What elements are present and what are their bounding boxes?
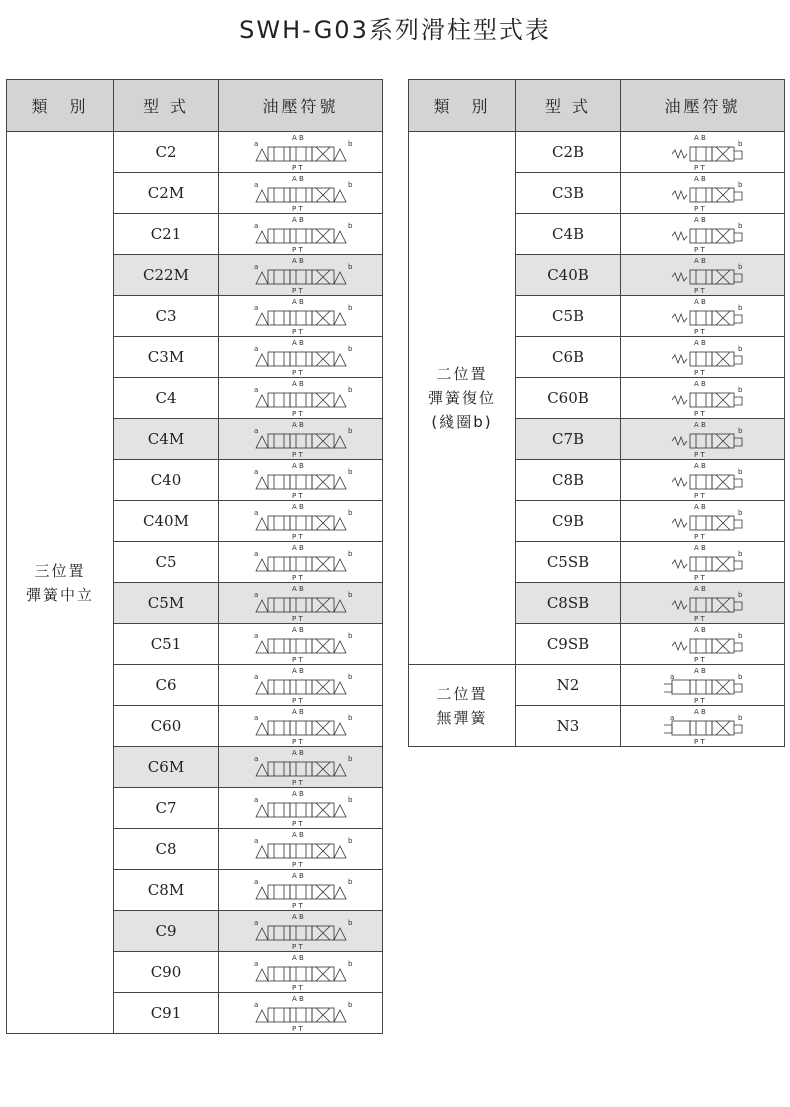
hydraulic-symbol-icon <box>219 337 383 378</box>
svg-text:b: b <box>347 878 352 886</box>
svg-text:a: a <box>253 837 258 845</box>
svg-text:P T: P T <box>291 861 303 868</box>
svg-text:A B: A B <box>693 216 706 224</box>
svg-text:b: b <box>737 714 742 722</box>
model-cell: C60B <box>516 378 621 419</box>
svg-text:P T: P T <box>693 246 705 253</box>
svg-text:b: b <box>737 673 742 681</box>
svg-text:b: b <box>737 222 742 230</box>
model-cell: C7B <box>516 419 621 460</box>
svg-text:P T: P T <box>291 410 303 417</box>
model-cell: C4B <box>516 214 621 255</box>
svg-text:a: a <box>253 591 258 599</box>
model-cell: C21 <box>114 214 219 255</box>
svg-text:a: a <box>253 140 258 148</box>
svg-text:P T: P T <box>291 615 303 622</box>
svg-text:A B: A B <box>693 134 706 142</box>
svg-text:A B: A B <box>291 667 304 675</box>
svg-text:b: b <box>737 181 742 189</box>
model-cell: C91 <box>114 993 219 1034</box>
svg-text:P T: P T <box>291 287 303 294</box>
model-cell: C6B <box>516 337 621 378</box>
svg-text:b: b <box>347 140 352 148</box>
header-model: 型 式 <box>114 80 219 132</box>
hydraulic-symbol-icon <box>219 214 383 255</box>
svg-text:b: b <box>347 837 352 845</box>
svg-text:b: b <box>347 427 352 435</box>
spool-table-left <box>6 79 383 1034</box>
model-cell: C5 <box>114 542 219 583</box>
model-cell: C6M <box>114 747 219 788</box>
svg-text:A B: A B <box>693 462 706 470</box>
svg-text:A B: A B <box>291 134 304 142</box>
svg-text:A B: A B <box>693 667 706 675</box>
model-cell: C6 <box>114 665 219 706</box>
svg-text:P T: P T <box>693 738 705 745</box>
model-cell: C5SB <box>516 542 621 583</box>
hydraulic-symbol-icon <box>219 460 383 501</box>
svg-text:b: b <box>737 345 742 353</box>
model-cell: C2M <box>114 173 219 214</box>
svg-text:P T: P T <box>291 656 303 663</box>
svg-text:a: a <box>253 550 258 558</box>
svg-text:b: b <box>737 304 742 312</box>
svg-text:b: b <box>347 755 352 763</box>
svg-text:b: b <box>347 960 352 968</box>
svg-text:P T: P T <box>291 779 303 786</box>
model-cell: C8SB <box>516 583 621 624</box>
hydraulic-symbol-icon <box>219 132 383 173</box>
svg-text:P T: P T <box>291 738 303 745</box>
svg-text:b: b <box>347 550 352 558</box>
svg-text:b: b <box>737 468 742 476</box>
svg-text:P T: P T <box>291 984 303 991</box>
svg-text:A B: A B <box>693 298 706 306</box>
model-cell: C8B <box>516 460 621 501</box>
hydraulic-symbol-icon <box>621 255 785 296</box>
model-cell: N2 <box>516 665 621 706</box>
svg-text:A B: A B <box>291 257 304 265</box>
hydraulic-symbol-icon <box>219 419 383 460</box>
svg-text:P T: P T <box>291 451 303 458</box>
svg-text:b: b <box>347 591 352 599</box>
svg-text:A B: A B <box>693 257 706 265</box>
model-cell: C9B <box>516 501 621 542</box>
model-cell: C5B <box>516 296 621 337</box>
svg-text:A B: A B <box>291 503 304 511</box>
header-category: 類 別 <box>7 80 114 132</box>
svg-text:b: b <box>737 550 742 558</box>
svg-text:A B: A B <box>291 708 304 716</box>
svg-text:P T: P T <box>291 943 303 950</box>
svg-text:b: b <box>347 632 352 640</box>
hydraulic-symbol-icon <box>219 173 383 214</box>
svg-text:a: a <box>253 755 258 763</box>
hydraulic-symbol-icon <box>621 583 785 624</box>
svg-text:A B: A B <box>291 790 304 798</box>
hydraulic-symbol-icon <box>621 419 785 460</box>
svg-text:b: b <box>347 1001 352 1009</box>
spool-table-right <box>408 79 785 747</box>
svg-text:P T: P T <box>693 615 705 622</box>
svg-text:P T: P T <box>693 656 705 663</box>
model-cell: C2B <box>516 132 621 173</box>
hydraulic-symbol-icon <box>621 460 785 501</box>
svg-text:A B: A B <box>291 995 304 1003</box>
model-cell: C90 <box>114 952 219 993</box>
hydraulic-symbol-icon <box>621 173 785 214</box>
svg-text:a: a <box>253 960 258 968</box>
svg-text:b: b <box>347 181 352 189</box>
svg-text:A B: A B <box>693 708 706 716</box>
hydraulic-symbol-icon <box>621 214 785 255</box>
table-row <box>409 132 785 173</box>
hydraulic-symbol-icon <box>219 911 383 952</box>
hydraulic-symbol-icon <box>219 255 383 296</box>
svg-text:P T: P T <box>291 492 303 499</box>
hydraulic-symbol-icon <box>219 501 383 542</box>
model-cell: C22M <box>114 255 219 296</box>
model-cell: C2 <box>114 132 219 173</box>
hydraulic-symbol-icon <box>621 542 785 583</box>
category-cell: 二位置 無彈簧 <box>409 665 516 747</box>
model-cell: C40 <box>114 460 219 501</box>
page-title: SWH-G03系列滑柱型式表 <box>239 16 551 44</box>
svg-text:b: b <box>347 263 352 271</box>
svg-text:a: a <box>253 632 258 640</box>
hydraulic-symbol-icon <box>219 788 383 829</box>
hydraulic-symbol-icon <box>219 706 383 747</box>
svg-text:A B: A B <box>693 626 706 634</box>
svg-text:a: a <box>253 427 258 435</box>
svg-text:P T: P T <box>693 328 705 335</box>
svg-text:A B: A B <box>291 913 304 921</box>
svg-text:A B: A B <box>291 831 304 839</box>
svg-text:b: b <box>347 673 352 681</box>
category-cell: 三位置 彈簧中立 <box>7 132 114 1034</box>
svg-text:b: b <box>737 386 742 394</box>
hydraulic-symbol-icon <box>621 378 785 419</box>
svg-text:P T: P T <box>291 902 303 909</box>
svg-text:b: b <box>737 427 742 435</box>
svg-text:A B: A B <box>693 339 706 347</box>
svg-text:P T: P T <box>291 164 303 171</box>
model-cell: C8M <box>114 870 219 911</box>
svg-text:P T: P T <box>693 164 705 171</box>
svg-text:P T: P T <box>693 697 705 704</box>
hydraulic-symbol-icon <box>219 583 383 624</box>
model-cell: C9 <box>114 911 219 952</box>
svg-text:P T: P T <box>291 1025 303 1032</box>
hydraulic-symbol-icon <box>621 624 785 665</box>
header-symbol: 油壓符號 <box>219 80 383 132</box>
svg-text:b: b <box>737 591 742 599</box>
svg-text:b: b <box>347 509 352 517</box>
svg-text:a: a <box>253 304 258 312</box>
svg-text:A B: A B <box>291 872 304 880</box>
svg-text:P T: P T <box>291 246 303 253</box>
svg-text:a: a <box>669 714 674 722</box>
header-row <box>7 80 383 132</box>
svg-text:A B: A B <box>291 585 304 593</box>
svg-text:P T: P T <box>291 328 303 335</box>
model-cell: C4 <box>114 378 219 419</box>
svg-text:a: a <box>253 222 258 230</box>
model-cell: C3M <box>114 337 219 378</box>
category-cell: 二位置 彈簧復位 (綫圈b) <box>409 132 516 665</box>
svg-text:b: b <box>737 509 742 517</box>
svg-text:A B: A B <box>291 339 304 347</box>
hydraulic-symbol-icon <box>621 132 785 173</box>
svg-text:A B: A B <box>291 462 304 470</box>
svg-text:b: b <box>347 345 352 353</box>
svg-text:a: a <box>253 509 258 517</box>
svg-text:A B: A B <box>291 216 304 224</box>
hydraulic-symbol-icon <box>219 829 383 870</box>
svg-text:A B: A B <box>693 544 706 552</box>
svg-text:b: b <box>347 796 352 804</box>
svg-text:A B: A B <box>291 544 304 552</box>
hydraulic-symbol-icon <box>621 706 785 747</box>
svg-text:a: a <box>253 345 258 353</box>
svg-text:a: a <box>253 796 258 804</box>
header-model: 型 式 <box>516 80 621 132</box>
hydraulic-symbol-icon <box>621 296 785 337</box>
model-cell: C51 <box>114 624 219 665</box>
svg-text:b: b <box>347 304 352 312</box>
svg-text:A B: A B <box>291 380 304 388</box>
svg-text:a: a <box>669 673 674 681</box>
model-cell: C9SB <box>516 624 621 665</box>
svg-text:P T: P T <box>291 574 303 581</box>
hydraulic-symbol-icon <box>219 624 383 665</box>
hydraulic-symbol-icon <box>621 665 785 706</box>
svg-text:b: b <box>347 714 352 722</box>
table-row <box>409 665 785 706</box>
svg-text:A B: A B <box>693 503 706 511</box>
svg-text:P T: P T <box>693 533 705 540</box>
model-cell: C3 <box>114 296 219 337</box>
hydraulic-symbol-icon <box>219 296 383 337</box>
svg-text:P T: P T <box>291 697 303 704</box>
svg-text:P T: P T <box>291 533 303 540</box>
svg-text:a: a <box>253 673 258 681</box>
svg-text:P T: P T <box>693 205 705 212</box>
svg-text:P T: P T <box>291 820 303 827</box>
svg-text:A B: A B <box>693 421 706 429</box>
hydraulic-symbol-icon <box>219 993 383 1034</box>
model-cell: C40B <box>516 255 621 296</box>
svg-text:P T: P T <box>693 369 705 376</box>
svg-text:P T: P T <box>291 205 303 212</box>
svg-text:b: b <box>737 632 742 640</box>
svg-text:b: b <box>737 263 742 271</box>
svg-text:b: b <box>737 140 742 148</box>
svg-text:A B: A B <box>291 954 304 962</box>
svg-text:A B: A B <box>693 585 706 593</box>
svg-text:A B: A B <box>291 421 304 429</box>
model-cell: C4M <box>114 419 219 460</box>
svg-text:P T: P T <box>693 410 705 417</box>
svg-text:a: a <box>253 1001 258 1009</box>
svg-text:a: a <box>253 919 258 927</box>
header-row <box>409 80 785 132</box>
svg-text:a: a <box>253 714 258 722</box>
model-cell: C60 <box>114 706 219 747</box>
svg-text:A B: A B <box>291 626 304 634</box>
svg-text:A B: A B <box>693 175 706 183</box>
svg-text:a: a <box>253 468 258 476</box>
header-symbol: 油壓符號 <box>621 80 785 132</box>
model-cell: C8 <box>114 829 219 870</box>
svg-text:a: a <box>253 263 258 271</box>
svg-text:b: b <box>347 919 352 927</box>
svg-text:P T: P T <box>693 451 705 458</box>
svg-text:A B: A B <box>291 298 304 306</box>
svg-text:P T: P T <box>291 369 303 376</box>
hydraulic-symbol-icon <box>219 952 383 993</box>
hydraulic-symbol-icon <box>621 501 785 542</box>
svg-text:A B: A B <box>693 380 706 388</box>
header-category: 類 別 <box>409 80 516 132</box>
model-cell: C5M <box>114 583 219 624</box>
svg-text:b: b <box>347 386 352 394</box>
svg-text:P T: P T <box>693 287 705 294</box>
svg-text:A B: A B <box>291 749 304 757</box>
svg-text:a: a <box>253 878 258 886</box>
hydraulic-symbol-icon <box>219 747 383 788</box>
model-cell: C3B <box>516 173 621 214</box>
hydraulic-symbol-icon <box>219 542 383 583</box>
table-row <box>7 132 383 173</box>
model-cell: C40M <box>114 501 219 542</box>
svg-text:P T: P T <box>693 574 705 581</box>
svg-text:b: b <box>347 222 352 230</box>
svg-text:a: a <box>253 386 258 394</box>
svg-text:P T: P T <box>693 492 705 499</box>
hydraulic-symbol-icon <box>219 665 383 706</box>
model-cell: N3 <box>516 706 621 747</box>
hydraulic-symbol-icon <box>219 870 383 911</box>
hydraulic-symbol-icon <box>219 378 383 419</box>
hydraulic-symbol-icon <box>621 337 785 378</box>
model-cell: C7 <box>114 788 219 829</box>
svg-text:A B: A B <box>291 175 304 183</box>
svg-text:a: a <box>253 181 258 189</box>
svg-text:b: b <box>347 468 352 476</box>
